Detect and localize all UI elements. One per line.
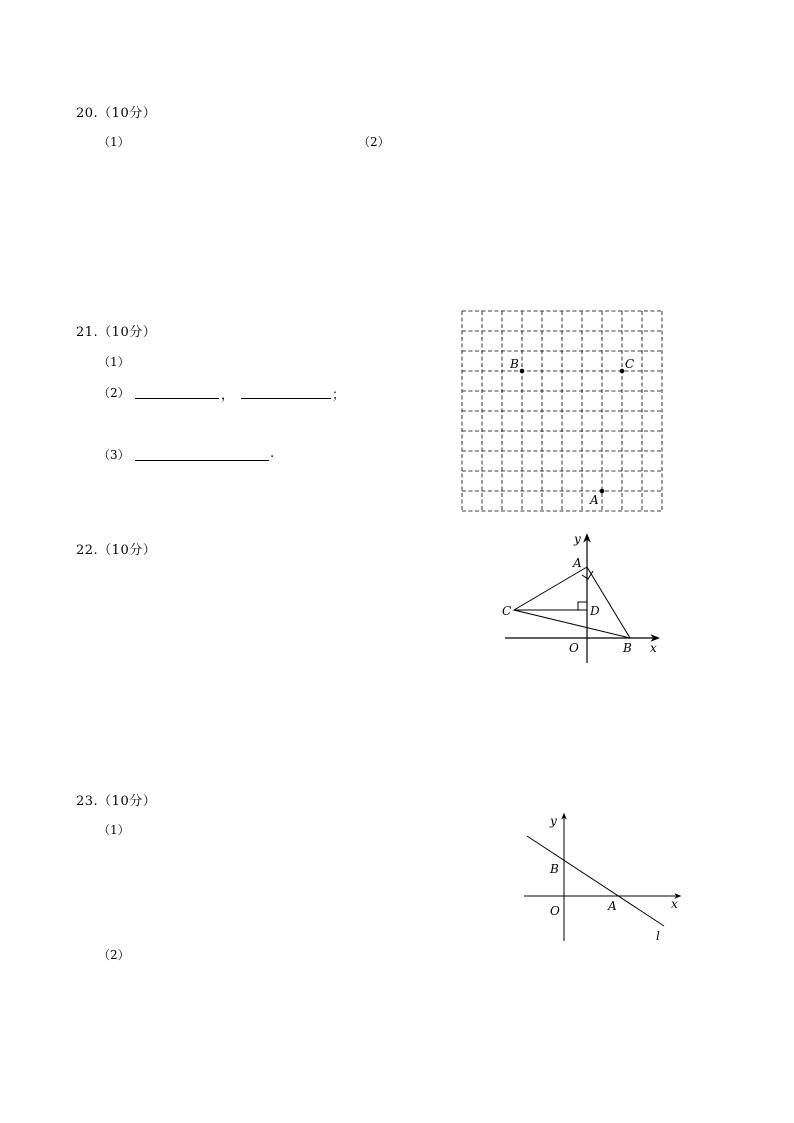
q21-part2-comma: ， [221, 388, 235, 403]
q22-header: 22.（10分） [76, 543, 157, 558]
q23-header: 23.（10分） [76, 794, 157, 809]
q23-label-a: A [608, 899, 617, 913]
q23-label-y: y [550, 814, 557, 828]
q22-label-b: B [623, 641, 632, 655]
q20-part2-label: （2） [358, 135, 390, 149]
q23-part1-label: （1） [98, 823, 130, 837]
q20-part1-label: （1） [98, 135, 130, 149]
q22-label-o: O [569, 641, 579, 655]
q21-part1-label: （1） [98, 355, 130, 369]
grid-point-label-c: C [625, 357, 635, 371]
q21-header: 21.（10分） [76, 325, 157, 340]
q23-label-o: O [550, 904, 560, 918]
q21-part3-period: . [270, 446, 275, 461]
grid-point-label-a: A [590, 493, 599, 507]
q23-line-l [527, 836, 664, 926]
q22-label-c: C [502, 604, 512, 618]
q22-label-d: D [590, 604, 600, 618]
q22-label-a: A [573, 556, 582, 570]
q23-label-x: x [671, 897, 678, 911]
q23-label-l: l [656, 929, 660, 943]
q20-header: 20.（10分） [76, 106, 157, 121]
q23-label-b: B [550, 862, 559, 876]
q21-part2-semicolon: ； [332, 388, 346, 403]
q21-part2-label: （2） [98, 386, 130, 400]
q22-label-y: y [574, 532, 581, 546]
q23-part2-label: （2） [98, 948, 130, 962]
q21-part3-label: （3） [98, 448, 130, 462]
grid-point-label-b: B [510, 357, 519, 371]
q22-label-x: x [650, 641, 657, 655]
